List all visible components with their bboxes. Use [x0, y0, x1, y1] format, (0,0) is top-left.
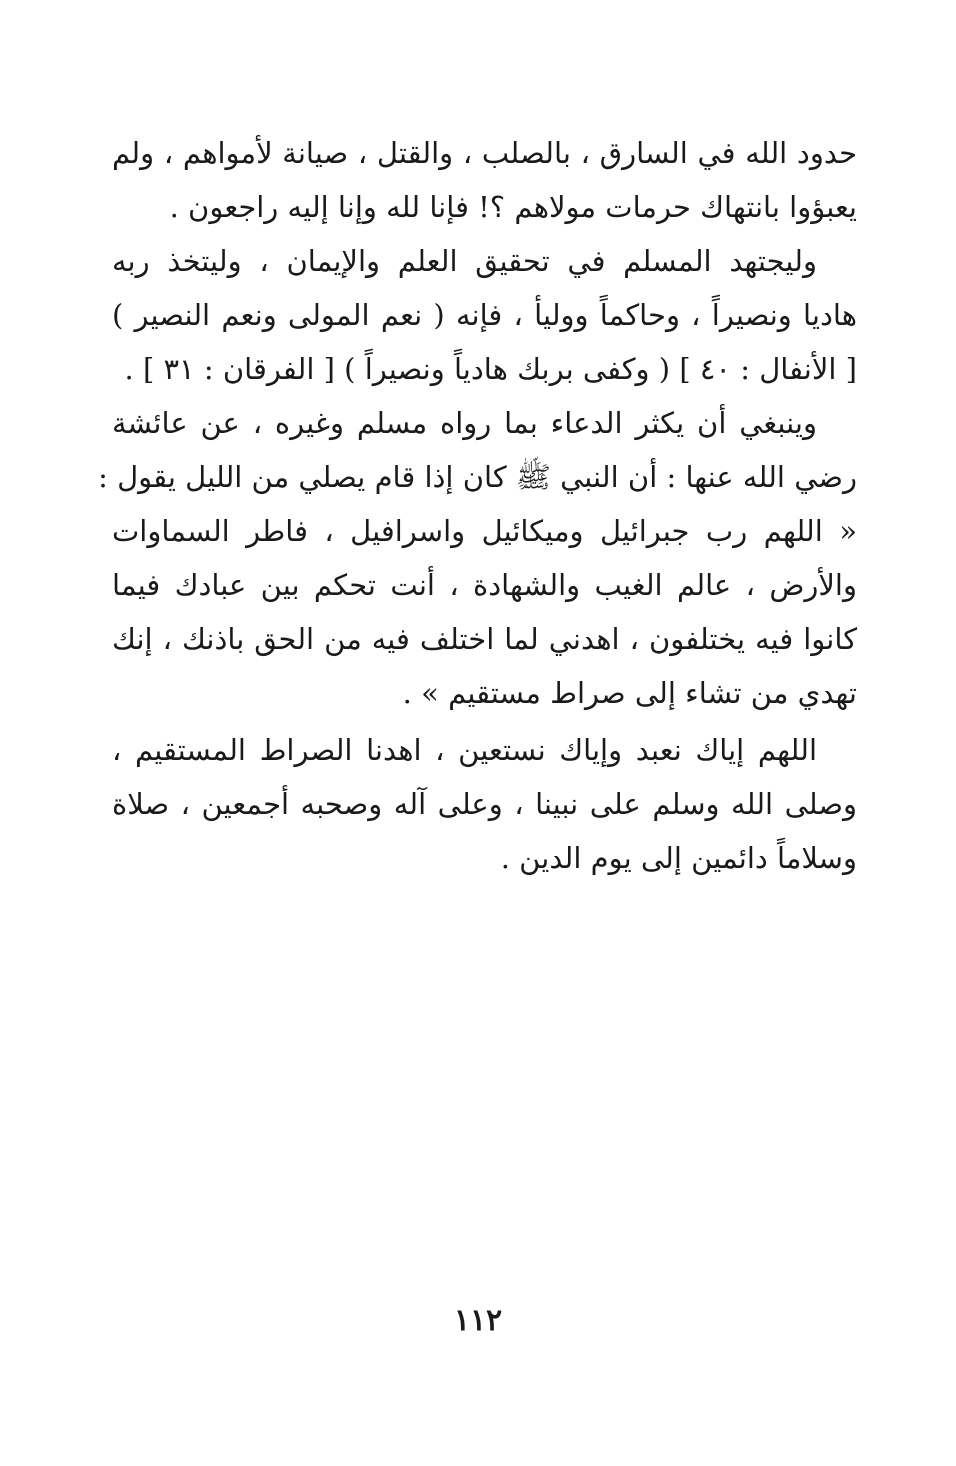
text-line: رضي الله عنها : أن النبي ﷺ كان إذا قام يصلي من الليل يقول :	[98, 460, 857, 494]
text-line: اللهم إياك نعبد وإياك نستعين ، اهدنا الصراط المستقيم ،	[112, 733, 817, 767]
text-line: تهدي من تشاء إلى صراط مستقيم » .	[402, 676, 857, 710]
text-line: [ الأنفال : ٤٠ ] ( وكفى بربك هادياً ونصيراً ) [ الفرقان : ٣١ ] .	[124, 352, 857, 386]
text-line: يعبؤوا بانتهاك حرمات مولاهم ؟! فإنا لله وإنا إليه راجعون .	[169, 190, 857, 224]
page-number: ١١٢	[453, 1303, 503, 1338]
closing-prayer-block	[112, 723, 857, 885]
text-line: « اللهم رب جبرائيل وميكائيل واسرافيل ، فاطر السماوات	[112, 514, 857, 548]
text-line: والأرض ، عالم الغيب والشهادة ، أنت تحكم بين عبادك فيما	[112, 568, 857, 602]
text-line: كانوا فيه يختلفون ، اهدني لما اختلف فيه من الحق باذنك ، إنك	[112, 622, 857, 656]
text-line: وينبغي أن يكثر الدعاء بما رواه مسلم وغيره ، عن عائشة	[112, 406, 817, 440]
text-line: هاديا ونصيراً ، وحاكماً ووليأ ، فإنه ( نعم المولى ونعم النصير )	[112, 298, 857, 332]
text-line: حدود الله في السارق ، بالصلب ، والقتل ، صيانة لأمواهم ، ولم	[112, 136, 857, 170]
text-line: وليجتهد المسلم في تحقيق العلم والإيمان ، وليتخذ ربه	[112, 244, 817, 278]
text-line: وسلاماً دائمين إلى يوم الدين .	[500, 841, 857, 875]
text-line: وصلى الله وسلم على نبينا ، وعلى آله وصحبه أجمعين ، صلاة	[112, 787, 857, 821]
main-text-block	[98, 126, 857, 720]
